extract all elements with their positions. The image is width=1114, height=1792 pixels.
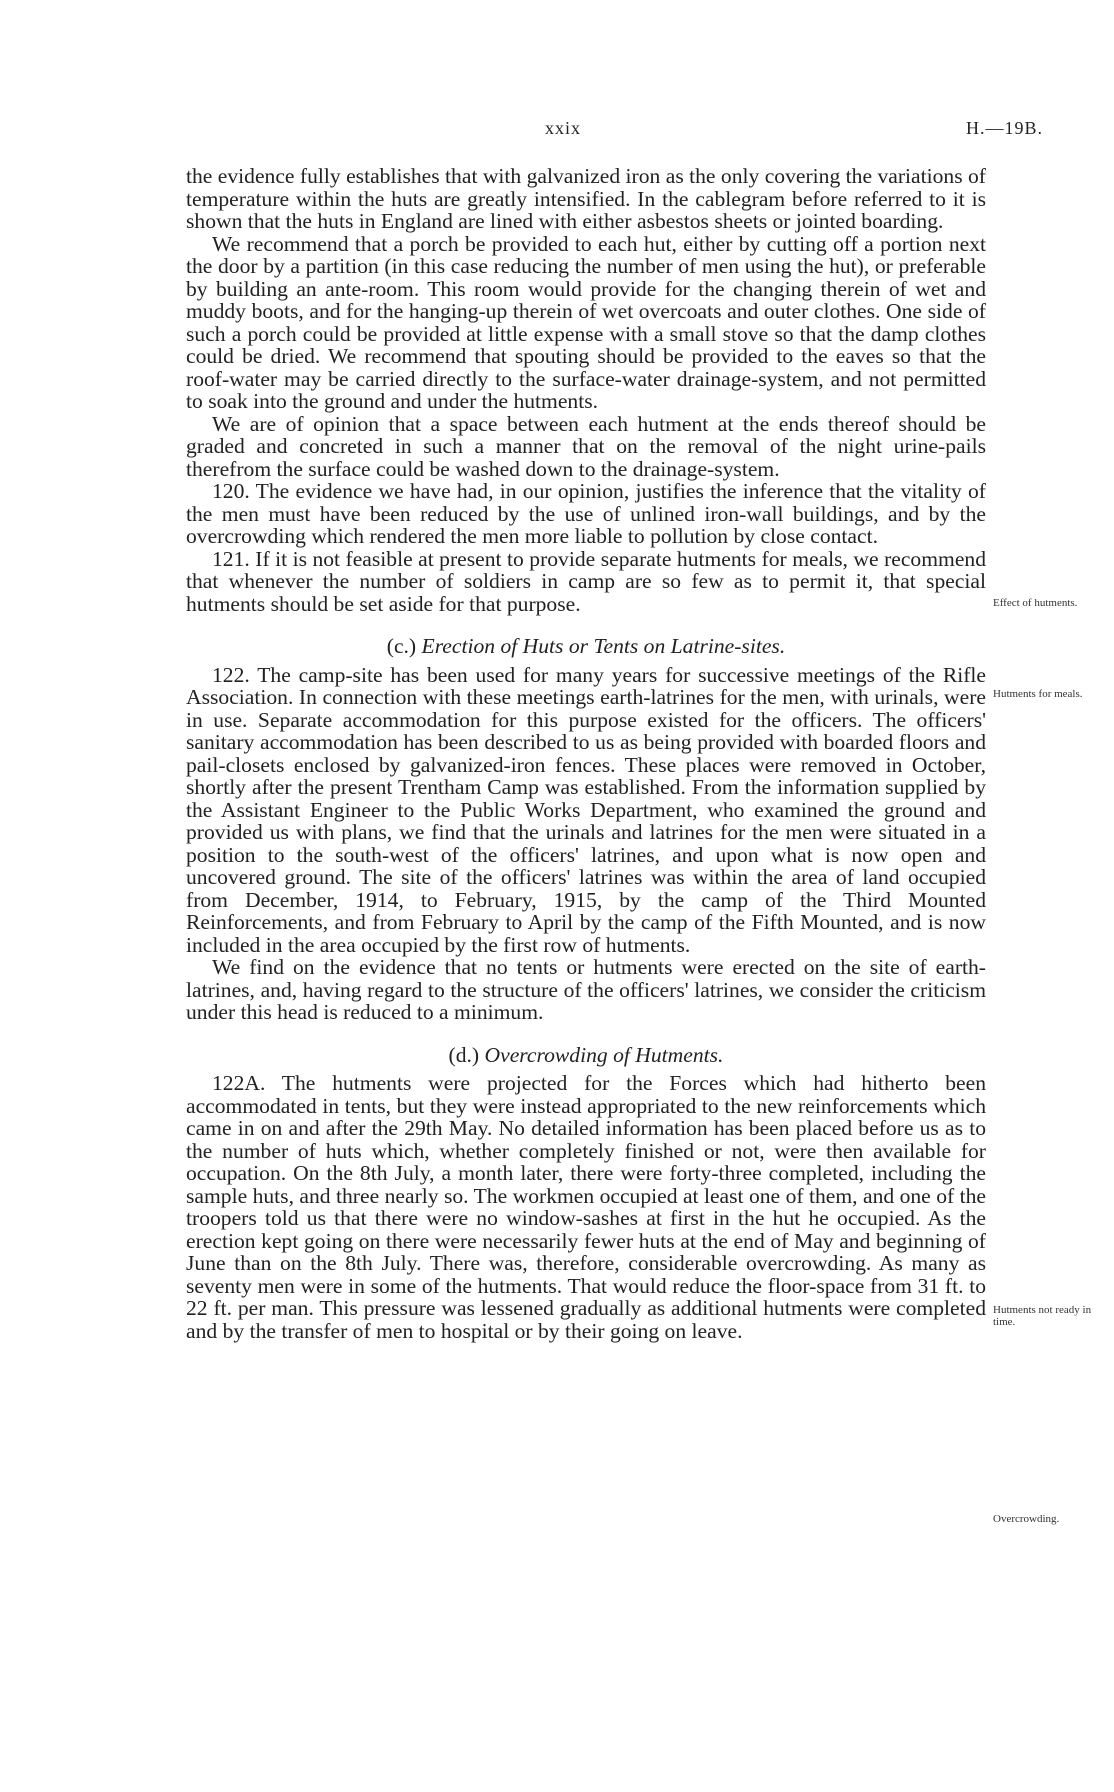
paragraph-120: 120. The evidence we have had, in our opinion, justifies the inference that the vitality of the men must have been reduced by the use of unlined iron-wall buildings, and by the overcrowding which rendered the men more liable to pollution by close contact.: [186, 479, 986, 548]
page-header: [0, 118, 1114, 148]
paragraph-122: 122. The camp-site has been used for many years for successive meetings of the Rifle Association. In connection with these meetings earth-latrines for the men, with urinals, were in use. Separate accommodation for this purpose existed for the officers. The officers' sanitary accommodation has been described to us as being provided with boarded floors and pail-closets enclosed by galvanized-iron fences. These places were removed in October, shortly after the present Trentham Camp was established. From the information supplied by the Assistant Engineer to the Public Works Department, who examined the ground and provided us with plans, we find that the urinals and latrines for the men were situated in a position to the south-west of the officers' latrines, and upon what is now open and uncovered ground. The site of the officers' latrines was within the area of land occupied from December, 1914, to February, 1915, by the camp of the Third Mounted Reinforcements, and from February to April by the camp of the Fifth Mounted, and is now included in the area occupied by the first row of hutments.: [186, 662, 986, 957]
section-heading-c-title: Erection of Huts or Tents on Latrine-sites.: [421, 634, 786, 658]
paragraph-hutment-space: We are of opinion that a space between each hutment at the ends thereof should be graded and concreted in such a manner that on the removal of the night urine-pails therefrom the surface could be washed down to the drainage-system.: [186, 411, 986, 481]
paragraph-porch-recommendation: We recommend that a porch be provided to each hut, either by cutting off a portion next the door by a partition (in this case reducing the number of men using the hut), or preferable by building an ante-room. This room would provide for the changing therein of wet and muddy boots, and for the hanging-up therein of wet overcoats and outer clothes. One side of such a porch could be provided at little expense with a small stove so that the damp clothes could be dried. We recommend that spouting should be provided to the eaves so that the roof-water may be carried directly to the surface-water drainage-system, and not permitted to soak into the ground and under the hutments.: [186, 231, 986, 413]
section-heading-c: [186, 635, 986, 658]
document-reference: H.—19B.: [966, 118, 1044, 138]
section-heading-d-prefix: (d.): [448, 1042, 485, 1067]
section-heading-d: [186, 1044, 986, 1067]
margin-note-overcrowding: Overcrowding.: [993, 1513, 1060, 1525]
margin-note-meals: Hutments for meals.: [993, 688, 1083, 700]
section-heading-c-prefix: (c.): [386, 634, 422, 658]
paragraph-122a: 122A. The hutments were projected for the Forces which had hitherto been accommodated in tents, but they were instead appropriated to the new reinforcements which came in on and after the 29th May. No detailed information has been placed before us as to the number of huts which, whether completely finished or not, were then available for occupation. On the 8th July, a month later, there were forty-three completed, including the sample huts, and three nearly so. The workmen occupied at least one of them, and one of the troopers told us that there were no window-sashes at first in the hut he occupied. As the erection kept going on there were necessarily fewer huts at the end of May and beginning of June than on the 8th July. There was, therefore, considerable overcrowding. As many as seventy men were in some of the hutments. That would reduce the floor-space from 31 ft. to 22 ft. per man. This pressure was lessened gradually as additional hutments were completed and by the transfer of men to hospital or by their going on leave.: [186, 1071, 986, 1343]
margin-note-effect: Effect of hutments.: [993, 597, 1078, 609]
section-heading-d-title: Overcrowding of Hutments.: [484, 1042, 724, 1067]
body-text: [186, 165, 986, 1342]
paragraph-122-finding: We find on the evidence that no tents or hutments were erected on the site of earth-latrines, and, having regard to the structure of the officers' latrines, we consider the criticism under this head is reduced to a minimum.: [186, 955, 986, 1024]
page-number: xxix: [545, 118, 582, 138]
paragraph-porch-intro: the evidence fully establishes that with galvanized iron as the only covering the variations of temperature within the huts are greatly intensified. In the cablegram before referred to it is shown that the huts in England are lined with either asbestos sheets or jointed boarding.: [186, 164, 986, 233]
margin-note-not-ready: Hutments not ready in time.: [993, 1304, 1092, 1328]
paragraph-121: 121. If it is not feasible at present to provide separate hutments for meals, we recommend that whenever the number of soldiers in camp are so few as to permit it, that special hutments should be set aside for that purpose.: [186, 546, 986, 616]
